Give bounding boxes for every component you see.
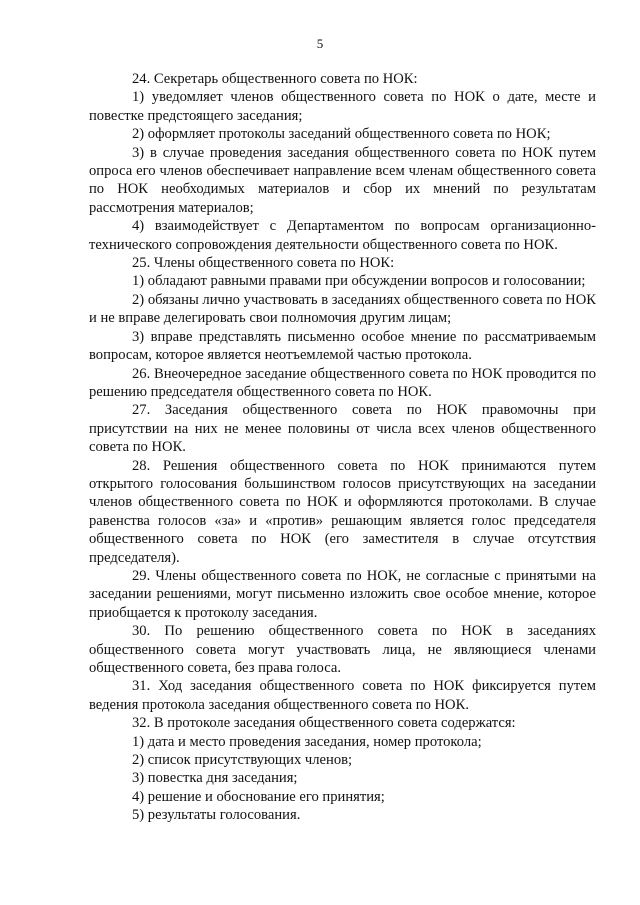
paragraph-31: 31. Ход заседания общественного совета по НОК фиксируется путем ведения протокола заседания общественного совета по НОК. xyxy=(89,678,596,713)
paragraph-32-heading: 32. В протоколе заседания общественного совета содержатся: xyxy=(132,715,516,732)
paragraph-25-item-3: 3) вправе представлять письменно особое мнение по рассматриваемым вопросам, которое является неотъемлемой частью протокола. xyxy=(89,328,596,364)
paragraph-25-item-1: 1) обладают равными правами при обсуждении вопросов и голосовании; xyxy=(132,273,586,290)
paragraph-29: 29. Члены общественного совета по НОК, не согласные с принятыми на заседании решениями, могут письменно изложить свое особое мнение, которое приобщается к протоколу заседания. xyxy=(89,567,596,621)
paragraph-32-item-3: 3) повестка дня заседания; xyxy=(132,770,298,787)
paragraph-25-item-2: 2) обязаны лично участвовать в заседаниях общественного совета по НОК и не вправе делегировать свои полномочия другим лицам; xyxy=(89,291,596,327)
paragraph-32-item-4: 4) решение и обоснование его принятия; xyxy=(132,788,385,805)
paragraph-24-item-2: 2) оформляет протоколы заседаний общественного совета по НОК; xyxy=(132,126,551,143)
paragraph-32-item-5: 5) результаты голосования. xyxy=(132,807,301,824)
paragraph-28: 28. Решения общественного совета по НОК принимаются путем открытого голосования большинством голосов присутствующих на заседании членов общественного совета по НОК и оформляются протоколами. В случае равенства голосов «за» и «против» решающим является голос председателя общественного совета по НОК (его заместителя в случае отсутствия председателя). xyxy=(89,457,596,566)
page-number: 5 xyxy=(316,36,324,51)
paragraph-27: 27. Заседания общественного совета по НОК правомочны при присутствии на них не менее половины от числа всех членов общественного совета по НОК. xyxy=(89,402,596,456)
document-body xyxy=(89,70,596,825)
paragraph-24-item-4: 4) взаимодействует с Департаментом по вопросам организационно-технического сопровождения деятельности общественного совета по НОК. xyxy=(89,218,596,253)
paragraph-24-item-3: 3) в случае проведения заседания общественного совета по НОК путем опроса его членов обеспечивает направление всем членам общественного совета по НОК необходимых материалов и сбор их мнений по результатам рассмотрения материалов; xyxy=(89,144,596,216)
paragraph-32-item-1: 1) дата и место проведения заседания, номер протокола; xyxy=(132,733,482,750)
paragraph-30: 30. По решению общественного совета по НОК в заседаниях общественного совета могут участвовать лица, не являющиеся членами общественного совета, без права голоса. xyxy=(89,623,596,676)
paragraph-25-heading: 25. Члены общественного совета по НОК: xyxy=(132,255,395,272)
paragraph-24-heading: 24. Секретарь общественного совета по НОК: xyxy=(132,71,418,87)
paragraph-32-item-2: 2) список присутствующих членов; xyxy=(132,752,353,769)
paragraph-24-item-1: 1) уведомляет членов общественного совета по НОК о дате, месте и повестке предстоящего заседания; xyxy=(89,89,596,124)
paragraph-26: 26. Внеочередное заседание общественного совета по НОК проводится по решению председателя общественного совета по НОК. xyxy=(89,365,596,400)
